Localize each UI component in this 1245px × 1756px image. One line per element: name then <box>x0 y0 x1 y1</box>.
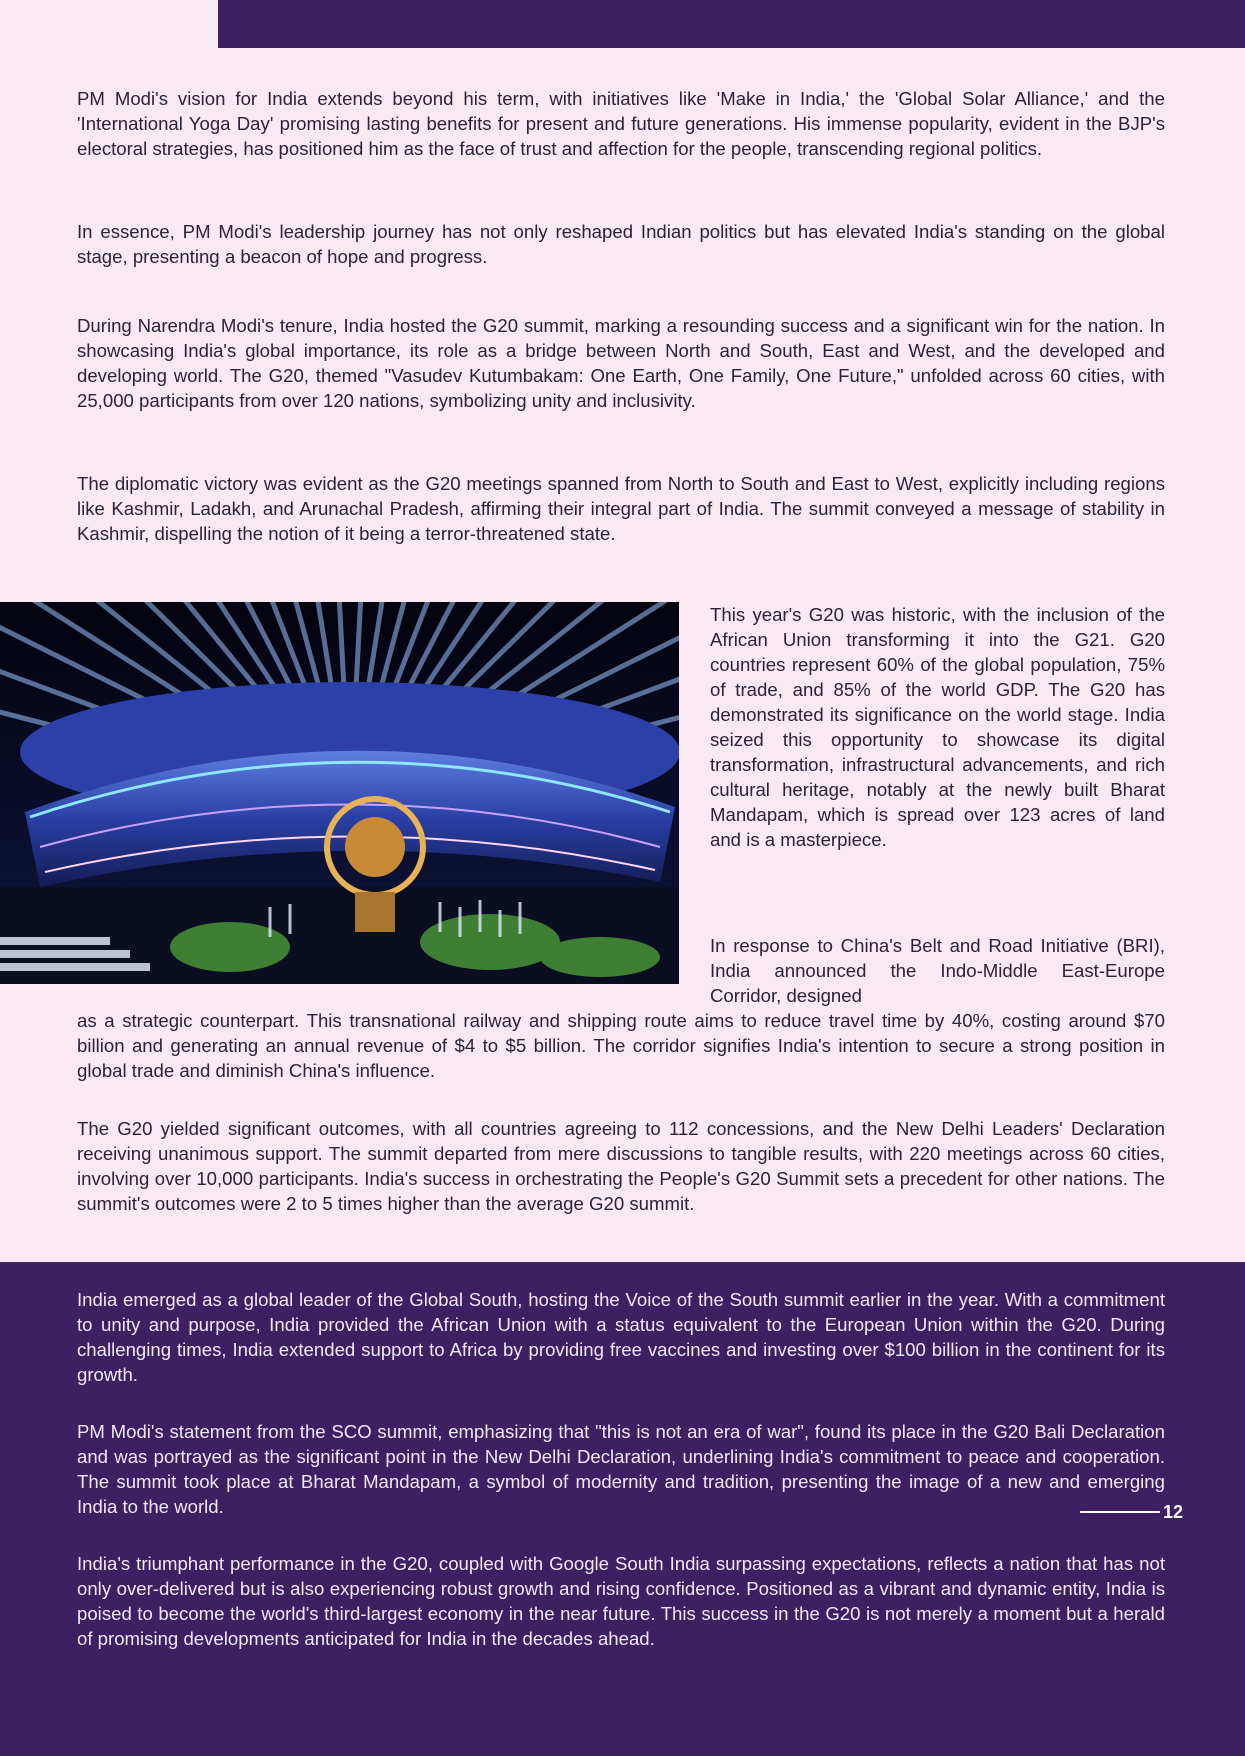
paragraph-triumphant-performance: India's triumphant performance in the G20, coupled with Google South India surpassing expectations, reflects a nation that has not only over-delivered but is also experiencing robust growth and rising confidence. Positioned as a vibrant and dynamic entity, India is poised to become the world's third-largest economy in the near future. This success in the G20 is not merely a moment but a herald of promising developments anticipated for India in the decades ahead. <box>77 1553 1165 1649</box>
paragraph-sco-statement: PM Modi's statement from the SCO summit, emphasizing that "this is not an era of war", found its place in the G20 Bali Declaration and was portrayed as the significant point in the New Delhi Declaration, underlining India's commitment to peace and cooperation. The summit took place at Bharat Mandapam, a symbol of modernity and tradition, presenting the image of a new and emerging India to the world. <box>77 1421 1165 1517</box>
paragraph-corridor-start: In response to China's Belt and Road Initiative (BRI), India announced the Indo-Middle East-Europe Corridor, designed <box>710 935 1165 1006</box>
paragraph-essence: In essence, PM Modi's leadership journey has not only reshaped Indian politics but has elevated India's standing on the global stage, presenting a beacon of hope and progress. <box>77 221 1165 267</box>
page-number-rule <box>1080 1511 1160 1513</box>
paragraph-diplomatic-victory: The diplomatic victory was evident as the G20 meetings spanned from North to South and East to West, explicitly including regions like Kashmir, Ladakh, and Arunachal Pradesh, affirming their integral part of India. The summit conveyed a message of stability in Kashmir, dispelling the notion of it being a terror-threatened state. <box>77 473 1165 544</box>
paragraph-vision: PM Modi's vision for India extends beyond his term, with initiatives like 'Make in India,' the 'Global Solar Alliance,' and the 'International Yoga Day' promising lasting benefits for present and future generations. His immense popularity, evident in the BJP's electoral strategies, has positioned him as the face of trust and affection for the people, transcending regional politics. <box>77 88 1165 159</box>
page-number: 12 <box>1163 1502 1184 1522</box>
paragraph-corridor-continued: as a strategic counterpart. This transnational railway and shipping route aims to reduce travel time by 40%, costing around $70 billion and generating an annual revenue of $4 to $5 billion. The corridor signifies India's intention to secure a strong position in global trade and diminish China's influence. <box>77 1010 1165 1081</box>
paragraph-g20-historic: This year's G20 was historic, with the inclusion of the African Union transforming it into the G21. G20 countries represent 60% of the global population, 75% of trade, and 85% of the world GDP. The G20 has demonstrated its significance on the world stage. India seized this opportunity to showcase its digital transformation, infrastructural advancements, and rich cultural heritage, notably at the newly built Bharat Mandapam, which is spread over 123 acres of land and is a masterpiece. <box>710 604 1165 850</box>
paragraph-g20-hosted: During Narendra Modi's tenure, India hosted the G20 summit, marking a resounding success and a significant win for the nation. In showcasing India's global importance, its role as a bridge between North and South, East and West, and the developed and developing world. The G20, themed "Vasudev Kutumbakam: One Earth, One Family, One Future," unfolded across 60 cities, with 25,000 participants from over 120 nations, symbolizing unity and inclusivity. <box>77 315 1165 411</box>
paragraph-g20-outcomes: The G20 yielded significant outcomes, with all countries agreeing to 112 concessions, and the New Delhi Leaders' Declaration receiving unanimous support. The summit departed from mere discussions to tangible results, with 220 meetings across 60 cities, involving over 10,000 participants. India's success in orchestrating the People's G20 Summit sets a precedent for other nations. The summit's outcomes were 2 to 5 times higher than the average G20 summit. <box>77 1118 1165 1214</box>
header-bar <box>218 0 1245 48</box>
bharat-mandapam-photo <box>0 602 679 984</box>
bottom-panel <box>0 1262 1245 1756</box>
paragraph-global-south: India emerged as a global leader of the Global South, hosting the Voice of the South summit earlier in the year. With a commitment to unity and purpose, India provided the African Union with a status equivalent to the European Union within the G20. During challenging times, India extended support to Africa by providing free vaccines and investing over $100 billion in the continent for its growth. <box>77 1289 1165 1385</box>
